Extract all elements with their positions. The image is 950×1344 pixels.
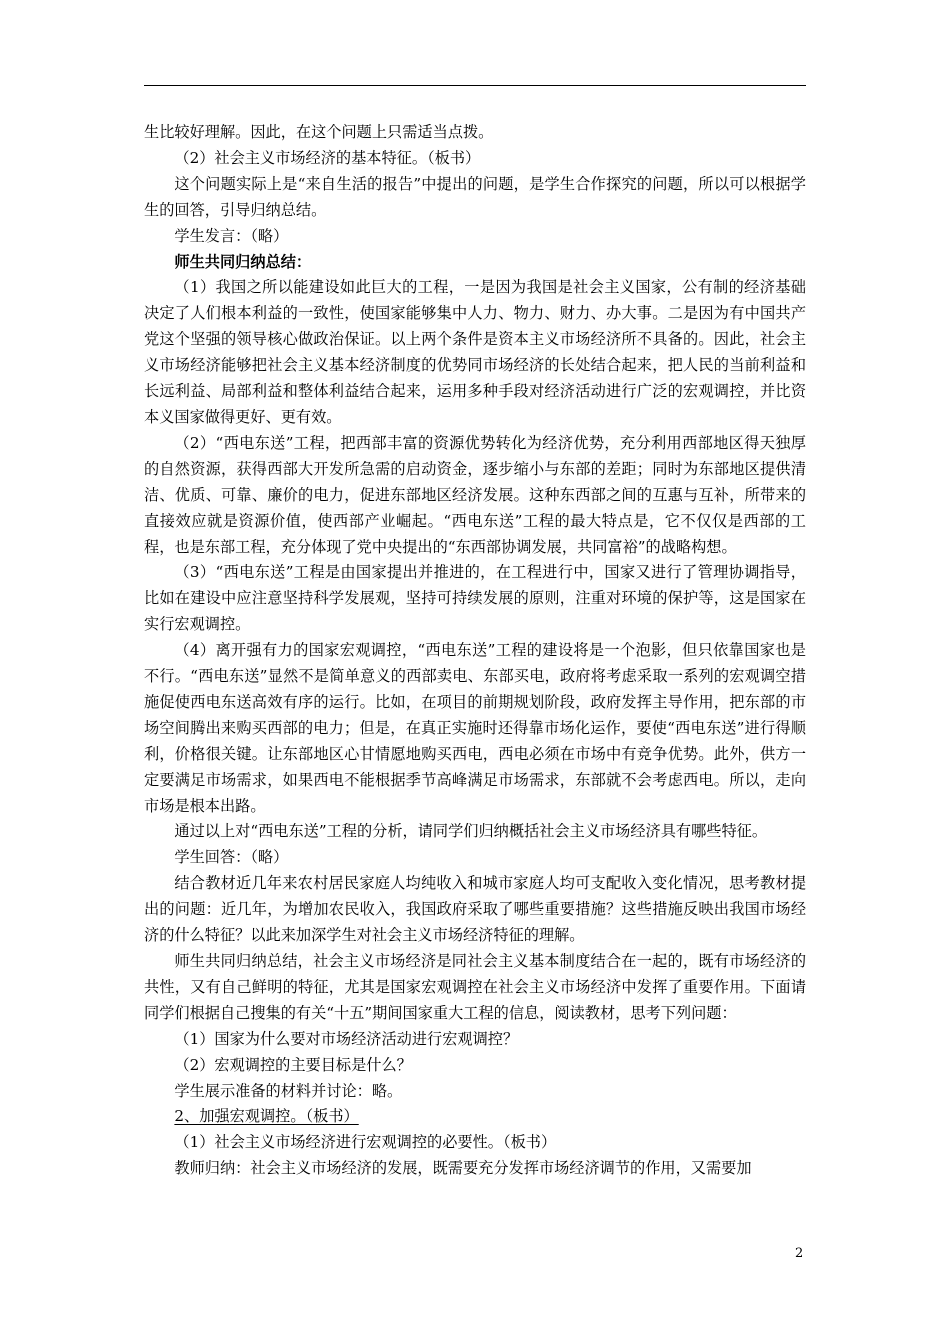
paragraph-question-1: （1）国家为什么要对市场经济活动进行宏观调控？ <box>174 1029 519 1048</box>
paragraph-question-2: （2）宏观调控的主要目标是什么？ <box>174 1055 412 1074</box>
paragraph-joint-summary: 师生共同归纳总结，社会主义市场经济是同社会主义基本制度结合在一起的，既有市场经济的共性，又有自己鲜明的特征，尤其是国家宏观调控在社会主义市场经济中发挥了重要作用。下面请同学们根据自己搜集的有关“十五”期间国家重大工程的信息，阅读教材，思考下列问题： <box>144 952 806 1022</box>
paragraph-summary-heading: 师生共同归纳总结： <box>174 252 312 271</box>
paragraph-point-4: （4）离开强有力的国家宏观调控，“西电东送”工程的建设将是一个泡影，但只依靠国家也是不行。“西电东送”显然不是简单意义的西部卖电、东部买电，政府将考虑采取一系列的宏观调空措施促使西电东送高效有序的运行。比如，在项目的前期规划阶段，政府发挥主导作用，把东部的市场空间腾出来购买西部的电力；但是，在真正实施时还得靠市场化运作，要使“西电东送”进行得顺利，价格很关键。让东部地区心甘情愿地购买西电，西电必须在市场中有竞争优势。此外，供方一定要满足市场需求，如果西电不能根据季节高峰满足市场需求，东部就不会考虑西电。所以，走向市场是根本出路。 <box>144 641 806 815</box>
paragraph-point-2: （2）“西电东送”工程，把西部丰富的资源优势转化为经济优势，充分利用西部地区得天独厚的自然资源，获得西部大开发所急需的启动资金，逐步缩小与东部的差距；同时为东部地区提供清洁、优质、可靠、廉价的电力，促进东部地区经济发展。这种东西部之间的互惠与互补，所带来的直接效应就是资源价值，使西部产业崛起。“西电东送”工程的最大特点是，它不仅仅是西部的工程，也是东部工程，充分体现了党中央提出的“东西部协调发展，共同富裕”的战略构想。 <box>144 433 806 556</box>
paragraph-point-1: （1）我国之所以能建设如此巨大的工程，一是因为我国是社会主义国家，公有制的经济基础决定了人们根本利益的一致性，使国家能够集中人力、物力、财力、办大事。二是因为有中国共产党这个坚强的领导核心做政治保证。以上两个条件是资本主义市场经济所不具备的。因此，社会主义市场经济能够把社会主义基本经济制度的优势同市场经济的长处结合起来，把人民的当前利益和长远利益、局部利益和整体利益结合起来，运用多种手段对经济活动进行广泛的宏观调控，并比资本义国家做得更好、更有效。 <box>144 278 806 426</box>
paragraph-continuation: 生比较好理解。因此，在这个问题上只需适当点拨。 <box>144 123 494 141</box>
paragraph-student-materials: 学生展示准备的材料并讨论：略。 <box>174 1081 403 1100</box>
paragraph-intro-question: 这个问题实际上是“来自生活的报告”中提出的问题，是学生合作探究的问题，所以可以根据学生的回答，引导归纳总结。 <box>144 174 806 219</box>
paragraph-student-speech: 学生发言：（略） <box>174 226 289 245</box>
paragraph-income-discussion: 结合教材近几年来农村居民家庭人均纯收入和城市家庭人均可支配收入变化情况，思考教材提出的问题：近几年，为增加农民收入，我国政府采取了哪些重要措施？这些措施反映出我国市场经济的什么特征？以此来加深学生对社会主义市场经济特征的理解。 <box>144 874 806 945</box>
paragraph-teacher-summary: 教师归纳：社会主义市场经济的发展，既需要充分发挥市场经济调节的作用，又需要加 <box>174 1159 752 1178</box>
paragraph-section-heading-features: （2）社会主义市场经济的基本特征。（板书） <box>174 148 481 167</box>
underlined-heading-text: 2、加强宏观调控。（板书） <box>174 1107 359 1126</box>
paragraph-point-3: （3）“西电东送”工程是由国家提出并推进的，在工程进行中，国家又进行了管理协调指导，比如在建设中应注意坚持科学发展观，坚持可持续发展的原则，注重对环境的保护等，这是国家在实行宏观调控。 <box>144 563 806 634</box>
paragraph-necessity-heading: （1）社会主义市场经济进行宏观调控的必要性。（板书） <box>174 1133 557 1152</box>
document-body <box>144 120 806 1182</box>
paragraph-section-heading-macro-control <box>144 1104 806 1130</box>
page-number: 2 <box>795 1246 804 1261</box>
paragraph-analysis-question: 通过以上对“西电东送”工程的分析，请同学们归纳概括社会主义市场经济具有哪些特征。 <box>174 822 768 841</box>
header-rule <box>144 85 806 86</box>
paragraph-student-answer: 学生回答：（略） <box>174 848 289 867</box>
